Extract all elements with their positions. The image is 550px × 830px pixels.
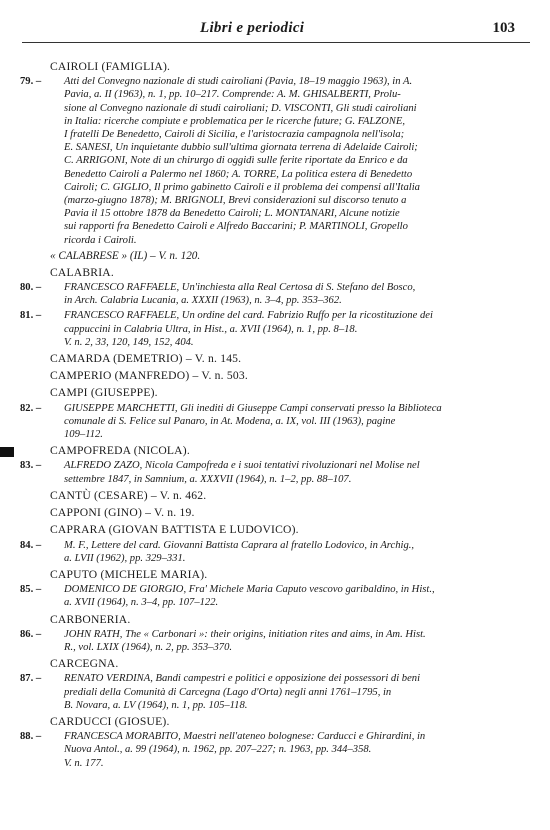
entry-line: GIUSEPPE MARCHETTI, Gli inediti di Giuseppe Campi conservati presso la Biblioteca bbox=[64, 402, 442, 414]
entry-line: I fratelli De Benedetto, Cairoli di Sicilia, e l'aristocrazia campagnola nell'isola; bbox=[64, 129, 405, 141]
cross-reference: « CALABRESE » (IL) – V. n. 120. bbox=[50, 249, 201, 262]
entry-line: in Arch. Calabria Lucania, a. XXXII (1963), n. 3–4, pp. 353–362. bbox=[64, 295, 342, 307]
entry-line: sui rapporti fra Benedetto Cairoli e Alfredo Baccarini; P. MARTINOLI, Gropello bbox=[64, 221, 408, 233]
entry-line: JOHN RATH, The « Carbonari »: their origins, initiation rites and aims, in Am. Hist. bbox=[64, 628, 426, 640]
bibliography-entry bbox=[20, 402, 532, 442]
entry-line: ALFREDO ZAZO, Nicola Campofreda e i suoi tentativi rivoluzionari nel Molise nel bbox=[64, 460, 420, 472]
bibliography-entry bbox=[20, 583, 532, 609]
subject-heading: CALABRIA. bbox=[50, 265, 114, 279]
entry-line: V. n. 177. bbox=[64, 757, 104, 769]
entry-number: 87. – bbox=[20, 673, 42, 685]
subject-heading: CAIROLI (FAMIGLIA). bbox=[50, 60, 171, 73]
entry-line: M. F., Lettere del card. Giovanni Battista Caprara al fratello Lodovico, in Archig., bbox=[64, 539, 415, 551]
entry-line: settembre 1847, in Samnium, a. XXXVII (1964), n. 1–2, pp. 88–107. bbox=[64, 473, 352, 485]
entry-line: R., vol. LXIX (1964), n. 2, pp. 353–370. bbox=[64, 641, 233, 653]
entry-line: a. XVII (1964), n. 3–4, pp. 107–122. bbox=[64, 597, 219, 609]
bibliography-entry bbox=[20, 281, 532, 307]
entry-line: cappuccini in Calabria Ultra, in Hist., a. XVII (1964), n. 1, pp. 8–18. bbox=[64, 323, 358, 335]
bibliography-entry bbox=[20, 75, 532, 247]
entry-line: 109–112. bbox=[64, 429, 103, 441]
entry-number: 80. – bbox=[20, 282, 42, 294]
entry-line: a. LVII (1962), pp. 329–331. bbox=[64, 552, 186, 564]
entry-line: sione al Convegno nazionale di studi cairoliani; D. VISCONTI, Gli studi cairoliani bbox=[64, 102, 417, 114]
subject-heading: CAMPI (GIUSEPPE). bbox=[50, 386, 158, 400]
running-head bbox=[0, 0, 550, 44]
subject-heading: CAPPONI (GINO) – V. n. 19. bbox=[50, 506, 195, 520]
bibliography-entry bbox=[20, 628, 532, 654]
entry-line: DOMENICO DE GIORGIO, Fra' Michele Maria Caputo vescovo garibaldino, in Hist., bbox=[64, 584, 435, 596]
entry-line: FRANCESCO RAFFAELE, Un'inchiesta alla Real Certosa di S. Stefano del Bosco, bbox=[64, 282, 416, 294]
entry-number: 85. – bbox=[20, 584, 42, 596]
subject-heading: CAPUTO (MICHELE MARIA). bbox=[50, 567, 208, 581]
header-rule bbox=[22, 42, 530, 43]
margin-ink-mark bbox=[0, 447, 14, 457]
entry-line: E. SANESI, Un inquietante dubbio sull'ultima giornata terrena di Adelaide Cairoli; bbox=[64, 142, 418, 154]
entry-line: Pavia, a. II (1963), n. 1, pp. 10–217. Comprende: A. M. GHISALBERTI, Prolu- bbox=[64, 89, 401, 101]
entry-line: (marzo-giugno 1878); M. BRIGNOLI, Brevi considerazioni sul discorso tenuto a bbox=[64, 195, 407, 207]
subject-heading: CARCEGNA. bbox=[50, 657, 119, 671]
entry-line: in Italia: ricerche compiute e problematica per le ricerche future; G. FALZONE, bbox=[64, 115, 405, 127]
entry-line: Cairoli; C. GIGLIO, Il primo gabinetto Cairoli e il problema dei compensi all'Italia bbox=[64, 181, 420, 193]
entry-number: 84. – bbox=[20, 539, 42, 551]
subject-heading: CAMPOFREDA (NICOLA). bbox=[50, 444, 190, 458]
subject-heading: CAPRARA (GIOVAN BATTISTA E LUDOVICO). bbox=[50, 523, 299, 537]
entry-number: 81. – bbox=[20, 310, 42, 322]
entry-number: 82. – bbox=[20, 402, 42, 414]
entry-number: 86. – bbox=[20, 628, 42, 640]
entry-line: comunale di S. Felice sul Panaro, in At. Modena, a. IX, vol. III (1963), pagine bbox=[64, 415, 396, 427]
entry-line: V. n. 2, 33, 120, 149, 152, 404. bbox=[64, 336, 194, 348]
bibliography-body bbox=[20, 60, 532, 772]
subject-heading: CARBONERIA. bbox=[50, 612, 131, 626]
subject-heading: CAMARDA (DEMETRIO) – V. n. 145. bbox=[50, 352, 242, 366]
subject-heading: CARDUCCI (GIOSUE). bbox=[50, 714, 170, 728]
entry-line: Nuova Antol., a. 99 (1964), n. 1962, pp. 207–227; n. 1963, pp. 344–358. bbox=[64, 744, 372, 756]
subject-heading: CAMPERIO (MANFREDO) – V. n. 503. bbox=[50, 369, 248, 383]
bibliography-entry bbox=[20, 309, 532, 349]
entry-line: Pavia il 15 ottobre 1878 da Benedetto Cairoli; L. MONTANARI, Alcune notizie bbox=[64, 208, 400, 220]
entry-line: FRANCESCO RAFFAELE, Un ordine del card. Fabrizio Ruffo per la ricostituzione dei bbox=[64, 310, 433, 322]
entry-line: prediali della Comunità di Carcegna (Lago d'Orta) negli anni 1761–1795, in bbox=[64, 686, 392, 698]
bibliography-entry bbox=[20, 672, 532, 712]
bibliography-entry bbox=[20, 459, 532, 485]
entry-number: 83. – bbox=[20, 460, 42, 472]
entry-line: Benedetto Cairoli a Palermo nel 1860; A. TORRE, La politica estera di Benedetto bbox=[64, 168, 413, 180]
entry-line: Atti del Convegno nazionale di studi cairoliani (Pavia, 18–19 maggio 1963), in A. bbox=[64, 76, 413, 88]
entry-number: 88. – bbox=[20, 731, 42, 743]
entry-number: 79. – bbox=[20, 76, 42, 88]
entry-line: FRANCESCA MORABITO, Maestri nell'ateneo bolognese: Carducci e Ghirardini, in bbox=[64, 731, 426, 743]
entry-line: C. ARRIGONI, Note di un chirurgo di oggidì sulle ferite riportate da Enrico e da bbox=[64, 155, 408, 167]
entry-line: RENATO VERDINA, Bandi campestri e politici e opposizione dei possessori di beni bbox=[64, 673, 421, 685]
subject-heading: CANTÙ (CESARE) – V. n. 462. bbox=[50, 488, 207, 502]
page-number: 103 bbox=[492, 20, 515, 36]
entry-line: B. Novara, a. LV (1964), n. 1, pp. 105–118. bbox=[64, 699, 248, 711]
entry-line: ricorda i Cairoli. bbox=[64, 234, 137, 246]
bibliography-entry bbox=[20, 539, 532, 565]
running-title: Libri e periodici bbox=[200, 20, 305, 36]
bibliography-entry bbox=[20, 730, 532, 770]
